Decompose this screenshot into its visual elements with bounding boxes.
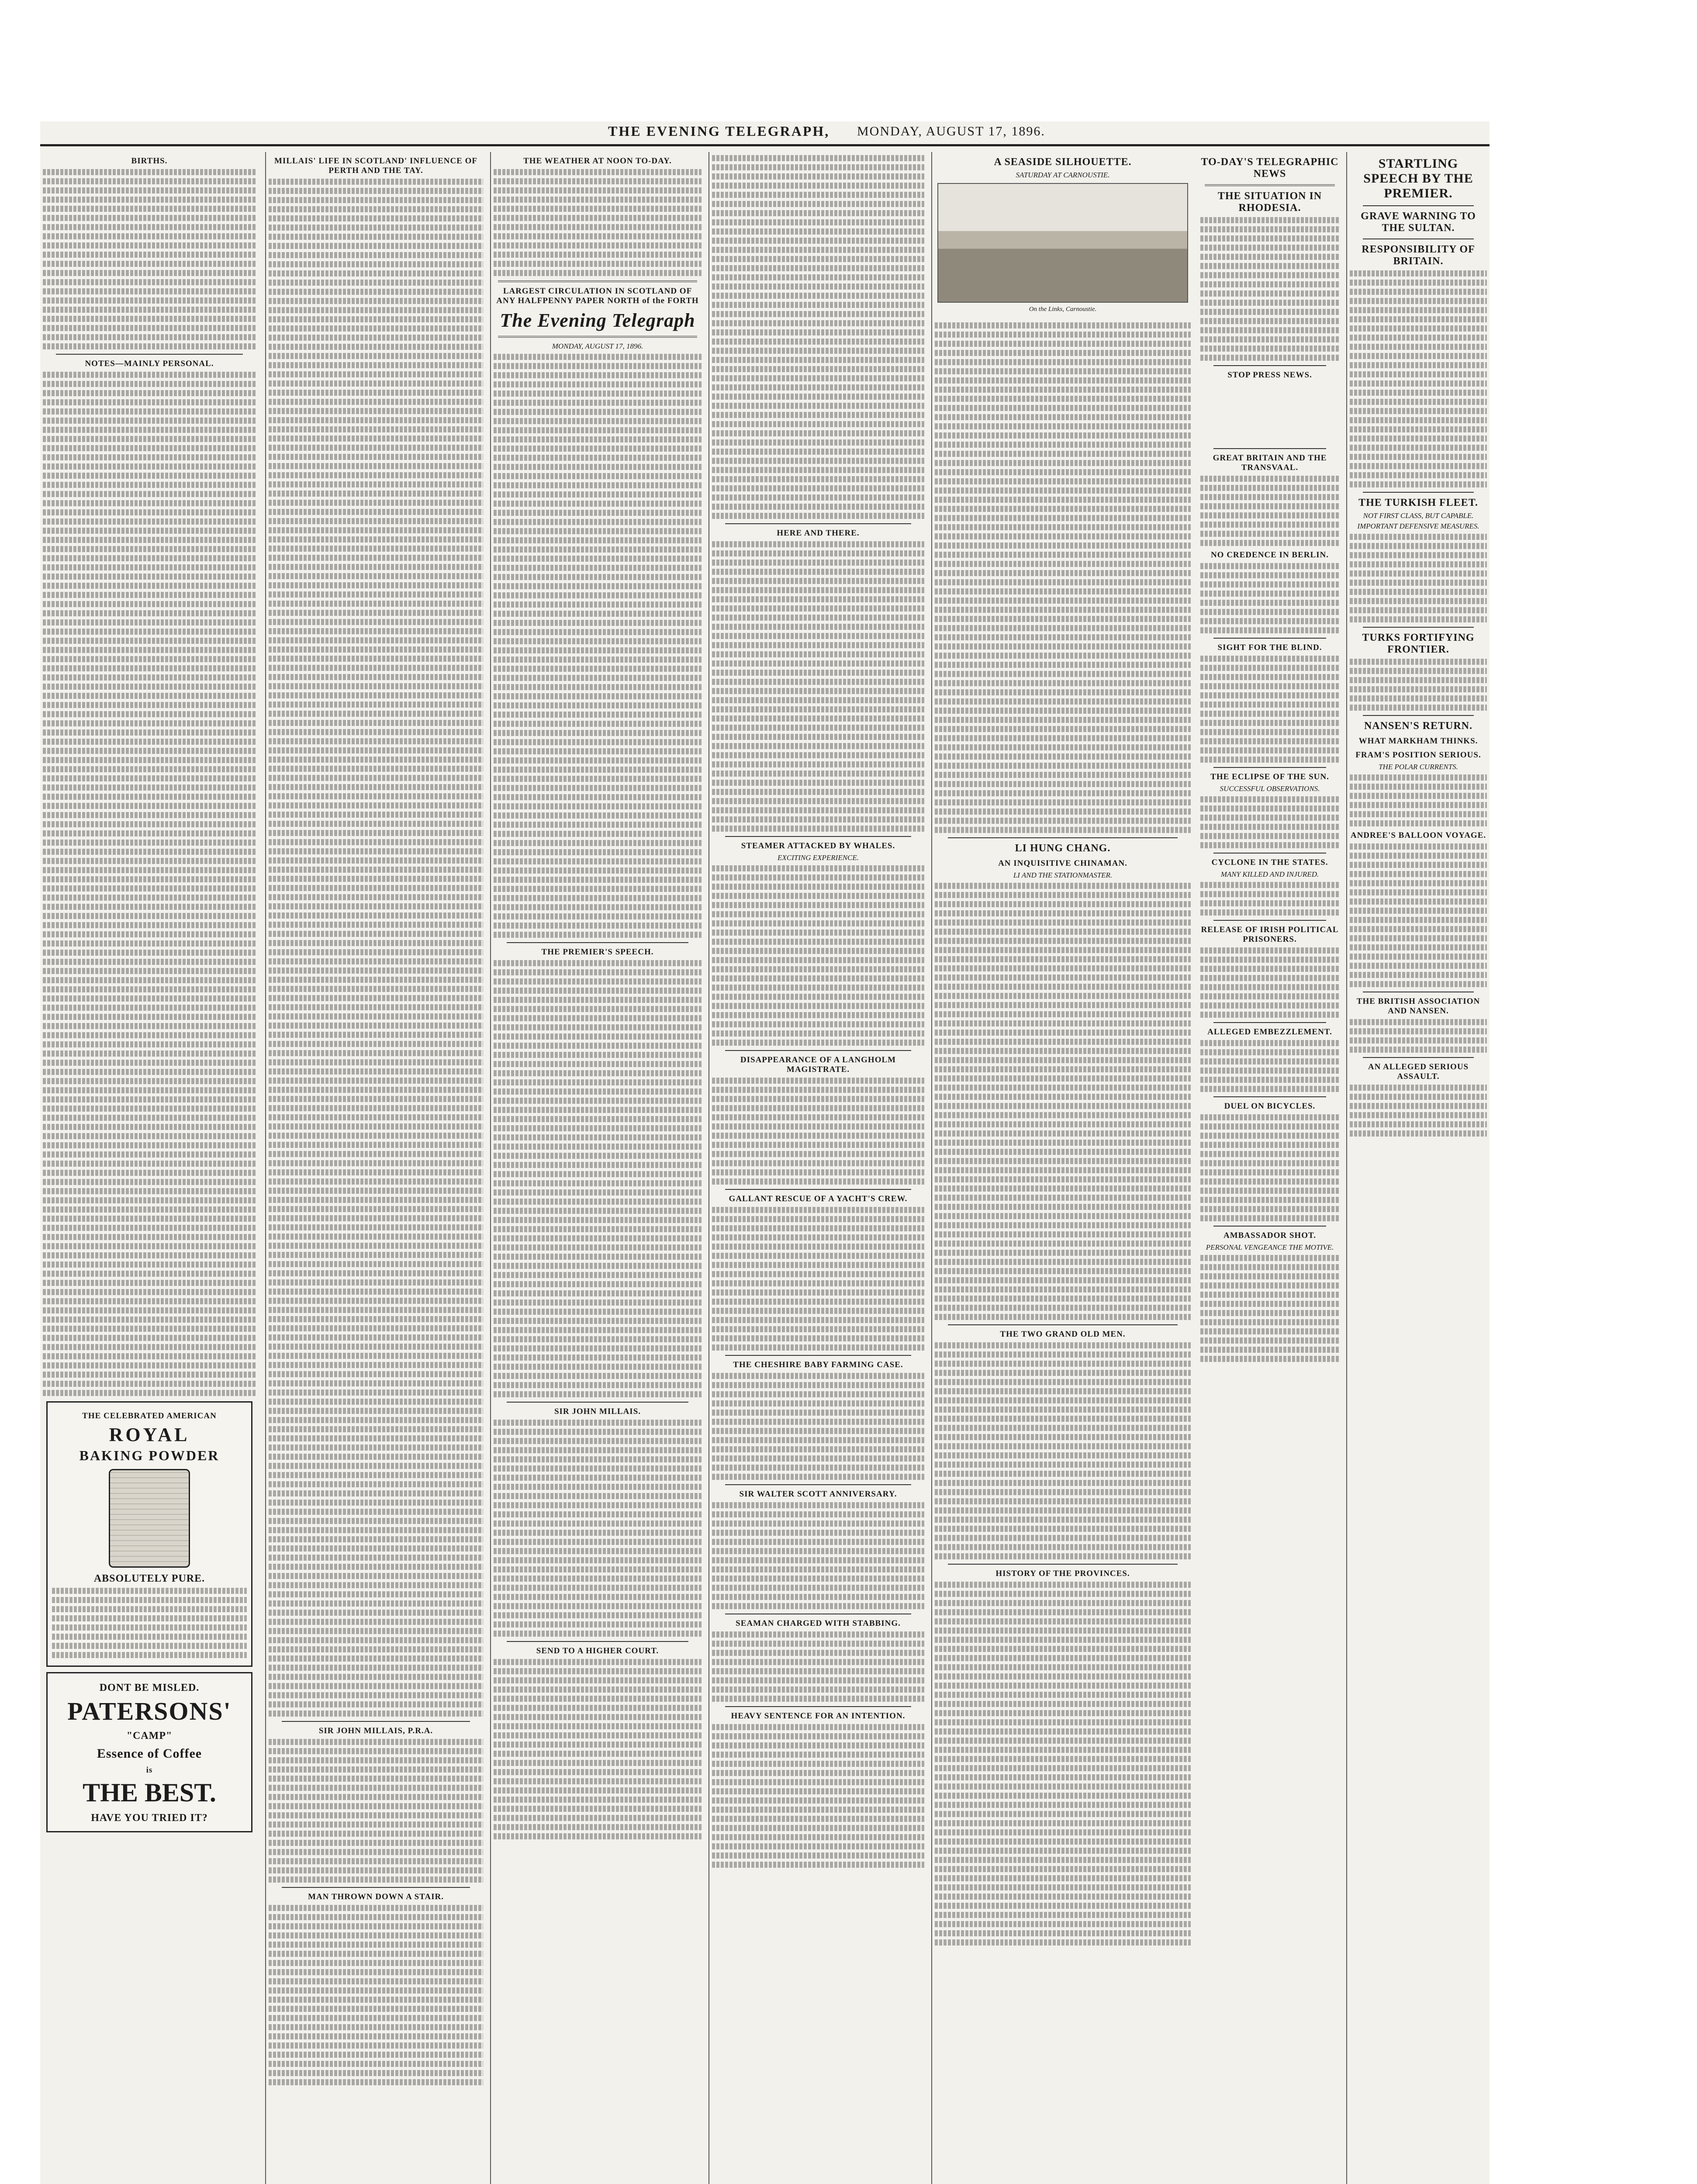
exciting-experience: EXCITING EXPERIENCE. — [777, 854, 859, 862]
scott-anniversary-text — [712, 1502, 924, 1609]
illustration-caption: On the Links, Carnoustie. — [1029, 306, 1097, 313]
royal-baking-powder-ad — [46, 1401, 252, 1667]
seaman-stabbing-text — [712, 1631, 924, 1702]
masthead-date: MONDAY, AUGUST 17, 1896. — [857, 124, 1045, 138]
sir-john-millais-heading: SIR JOHN MILLAIS, P.R.A. — [318, 1726, 433, 1735]
turkish-fleet-heading: THE TURKISH FLEET. — [1358, 497, 1478, 508]
paper-title: The Evening Telegraph — [500, 310, 695, 331]
higher-court-heading: SEND TO A HIGHER COURT. — [536, 1646, 659, 1655]
todays-telegraphic-heading: TO-DAY'S TELEGRAPHIC NEWS — [1201, 156, 1339, 180]
startling-speech-heading: STARTLING SPEECH BY THE PREMIER. — [1363, 156, 1473, 200]
editorial-text — [494, 354, 702, 938]
gallant-rescue-heading: GALLANT RESCUE OF A YACHT'S CREW. — [729, 1194, 908, 1203]
grave-warning-heading: GRAVE WARNING TO THE SULTAN. — [1361, 211, 1476, 234]
here-and-there-text — [712, 541, 924, 832]
sir-john-millais-editorial-heading: SIR JOHN MILLAIS. — [554, 1407, 641, 1416]
ambassador-text — [1200, 1255, 1339, 1362]
camp-title: "CAMP" — [126, 1730, 173, 1742]
column-4 — [709, 152, 927, 2184]
gallant-rescue-text — [712, 1207, 924, 1351]
fram-position: FRAM'S POSITION SERIOUS. — [1355, 750, 1481, 760]
higher-court-text — [494, 1659, 702, 1839]
cheshire-heading: THE CHESHIRE BABY FARMING CASE. — [733, 1360, 903, 1369]
baking-ad-heading: THE CELEBRATED AMERICAN — [82, 1411, 217, 1420]
millais-heading: MILLAIS' LIFE IN SCOTLAND' INFLUENCE OF PERTH AND THE TAY. — [274, 156, 477, 175]
the-best: THE BEST. — [83, 1778, 216, 1807]
carnoustie-links-illustration — [937, 183, 1188, 313]
two-grand-old-men-heading: THE TWO GRAND OLD MEN. — [1000, 1330, 1126, 1339]
embezzlement-heading: ALLEGED EMBEZZLEMENT. — [1207, 1027, 1332, 1037]
millais-article — [269, 179, 483, 1717]
column-6 — [1198, 152, 1342, 2184]
eclipse-heading: THE ECLIPSE OF THE SUN. — [1210, 772, 1329, 781]
editorial-date: MONDAY, AUGUST 17, 1896. — [552, 342, 643, 350]
inquisitive-chinaman: AN INQUISITIVE CHINAMAN. — [998, 859, 1127, 868]
cyclone-text — [1200, 882, 1339, 916]
rhodesia-heading: THE SITUATION IN RHODESIA. — [1217, 190, 1322, 214]
embezzlement-text — [1200, 1040, 1339, 1092]
essence-title: Essence of Coffee — [97, 1746, 202, 1761]
here-and-there-heading: HERE AND THERE. — [777, 529, 860, 538]
premier-speech-text — [494, 960, 702, 1397]
serious-assault-heading: AN ALLEGED SERIOUS ASSAULT. — [1368, 1062, 1469, 1081]
weather-heading: THE WEATHER AT NOON TO-DAY. — [523, 156, 672, 166]
column-7 — [1346, 152, 1490, 2184]
seaside-subheading: SATURDAY AT CARNOUSTIE. — [1016, 171, 1110, 179]
royal-title: ROYAL — [109, 1424, 190, 1445]
li-stationmaster: LI AND THE STATIONMASTER. — [1013, 871, 1113, 879]
two-grand-old-men-text — [935, 1342, 1191, 1559]
irish-prisoners-heading: RELEASE OF IRISH POLITICAL PRISONERS. — [1201, 925, 1339, 944]
serious-assault-text — [1350, 1085, 1487, 1137]
column-2 — [265, 152, 486, 2184]
have-you-tried: HAVE YOU TRIED IT? — [91, 1812, 208, 1824]
column-5 — [931, 152, 1193, 2184]
patersons-coffee-ad — [46, 1672, 252, 1832]
history-provinces-text — [935, 1582, 1191, 1946]
gb-transvaal-text — [1200, 476, 1339, 546]
duel-bicycles-heading: DUEL ON BICYCLES. — [1224, 1102, 1316, 1111]
seaside-heading: A SEASIDE SILHOUETTE. — [994, 156, 1132, 168]
turkish-fleet-text — [1350, 534, 1487, 622]
irish-prisoners-text — [1200, 947, 1339, 1018]
sir-john-editorial-text — [494, 1420, 702, 1637]
notes-text — [43, 372, 256, 1396]
turks-fortifying-heading: TURKS FORTIFYING FRONTIER. — [1362, 632, 1475, 655]
weather-text — [494, 169, 702, 276]
li-hung-chang-heading: LI HUNG CHANG. — [1015, 843, 1111, 854]
duel-bicycles-text — [1200, 1114, 1339, 1221]
is-word: is — [146, 1766, 153, 1775]
important-measures: IMPORTANT DEFENSIVE MEASURES. — [1357, 522, 1479, 530]
disappearance-heading: DISAPPEARANCE OF A LANGHOLM MAGISTRATE. — [740, 1055, 896, 1074]
heavy-sentence-heading: HEAVY SENTENCE FOR AN INTENTION. — [731, 1711, 906, 1721]
rhodesia-text — [1200, 217, 1339, 361]
premier-speech-heading: THE PREMIER'S SPEECH. — [541, 947, 654, 957]
scott-anniversary-heading: SIR WALTER SCOTT ANNIVERSARY. — [739, 1489, 897, 1499]
dont-be-misled: DONT BE MISLED. — [99, 1682, 200, 1693]
andree-text — [1350, 843, 1487, 987]
column-1 — [40, 152, 259, 2184]
heavy-sentence-text — [712, 1724, 924, 1868]
newspaper-page — [40, 121, 1490, 2184]
masthead — [40, 121, 1490, 146]
notes-heading: NOTES—MAINLY PERSONAL. — [85, 359, 214, 368]
eclipse-subheading: SUCCESSFUL OBSERVATIONS. — [1220, 784, 1320, 793]
andree-heading: ANDREE'S BALLOON VOYAGE. — [1350, 831, 1486, 840]
ambassador-shot-heading: AMBASSADOR SHOT. — [1223, 1231, 1316, 1240]
responsibility-heading: RESPONSIBILITY OF BRITAIN. — [1362, 244, 1475, 267]
births-heading: BIRTHS. — [131, 156, 168, 166]
markham-thinks: WHAT MARKHAM THINKS. — [1358, 736, 1478, 746]
circulation-banner: LARGEST CIRCULATION IN SCOTLAND OF ANY HALFPENNY PAPER NORTH of the FORTH — [496, 287, 699, 305]
nansen-text — [1350, 774, 1487, 826]
births-text — [43, 169, 256, 349]
cheshire-text — [712, 1373, 924, 1480]
sight-blind-heading: SIGHT FOR THE BLIND. — [1217, 643, 1322, 652]
ambassador-subheading: PERSONAL VENGEANCE THE MOTIVE. — [1206, 1243, 1334, 1251]
stop-press-heading: STOP PRESS NEWS. — [1227, 370, 1312, 380]
cyclone-subheading: MANY KILLED AND INJURED. — [1220, 870, 1319, 878]
steamer-whales-heading: STEAMER ATTACKED BY WHALES. — [741, 841, 895, 850]
patersons-title: PATERSONS' — [67, 1697, 232, 1725]
turks-fortifying-text — [1350, 659, 1487, 711]
british-association-text — [1350, 1019, 1487, 1053]
lead-article-text — [712, 155, 924, 519]
absolutely-pure: ABSOLUTELY PURE. — [93, 1573, 205, 1584]
column-3 — [490, 152, 704, 2184]
disappearance-text — [712, 1078, 924, 1185]
sir-john-poem — [269, 1739, 483, 1883]
steamer-whales-text — [712, 865, 924, 1046]
man-thrown-heading: MAN THROWN DOWN A STAIR. — [308, 1892, 444, 1901]
sight-blind-text — [1200, 656, 1339, 763]
seaside-text — [935, 322, 1191, 833]
british-association-heading: THE BRITISH ASSOCIATION AND NANSEN. — [1356, 997, 1480, 1016]
seaman-stabbing-heading: SEAMAN CHARGED WITH STABBING. — [736, 1619, 901, 1628]
polar-currents: THE POLAR CURRENTS. — [1379, 763, 1458, 771]
li-hung-chang-text — [935, 883, 1191, 1320]
no-credence-text — [1200, 563, 1339, 633]
baking-powder-title: BAKING POWDER — [79, 1448, 220, 1463]
masthead-title: THE EVENING TELEGRAPH, — [608, 123, 830, 139]
stop-press-space — [1200, 383, 1339, 444]
man-thrown-article — [269, 1905, 483, 2085]
gb-transvaal-heading: GREAT BRITAIN AND THE TRANSVAAL. — [1213, 453, 1327, 472]
baking-powder-can-illustration — [109, 1469, 190, 1568]
not-first-class: NOT FIRST CLASS, BUT CAPABLE. — [1363, 511, 1474, 520]
cyclone-heading: CYCLONE IN THE STATES. — [1211, 858, 1328, 867]
premier-speech-report — [1350, 270, 1487, 487]
no-credence-heading: NO CREDENCE IN BERLIN. — [1210, 550, 1329, 560]
nansen-return-heading: NANSEN'S RETURN. — [1364, 720, 1473, 732]
eclipse-text — [1200, 796, 1339, 848]
history-provinces-heading: HISTORY OF THE PROVINCES. — [995, 1569, 1130, 1578]
